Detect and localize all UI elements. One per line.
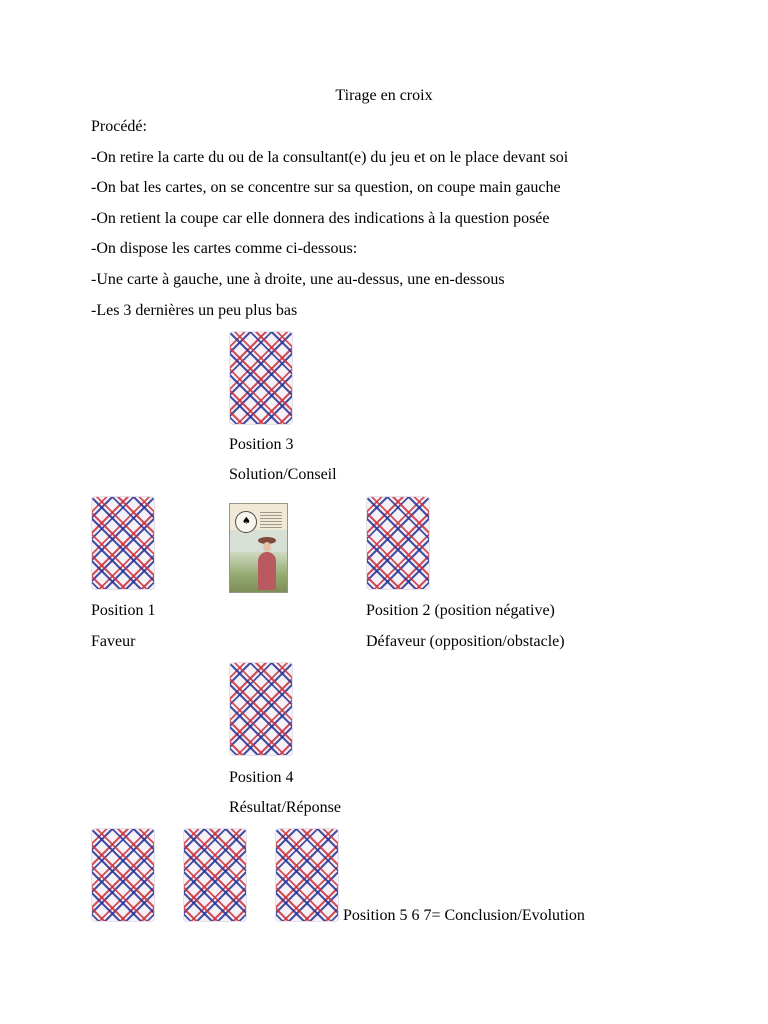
- card-caption: [260, 512, 282, 530]
- position-4-meaning: Résultat/Réponse: [229, 799, 341, 816]
- instruction-line: -On bat les cartes, on se concentre sur sa question, on coupe main gauche: [91, 179, 561, 196]
- instruction-line: -On retire la carte du ou de la consultant(e) du jeu et on le place devant soi: [91, 149, 569, 166]
- page-title: Tirage en croix: [335, 87, 433, 104]
- position-2-label: Position 2 (position négative): [366, 602, 555, 619]
- card-back-position-1: [91, 496, 155, 590]
- card-back-position-7: [275, 828, 339, 922]
- lady-figure: [258, 552, 276, 590]
- procedure-heading: Procédé:: [91, 118, 147, 135]
- card-back-position-4: [229, 662, 293, 756]
- instruction-line: -Les 3 dernières un peu plus bas: [91, 302, 298, 319]
- position-1-label: Position 1: [91, 602, 156, 619]
- card-back-position-5: [91, 828, 155, 922]
- lady-head: [263, 542, 271, 552]
- position-3-label: Position 3: [229, 436, 294, 453]
- card-back-position-6: [183, 828, 247, 922]
- card-back-position-2: [366, 496, 430, 590]
- card-back-position-3: [229, 331, 293, 425]
- spade-icon: ♠: [242, 516, 251, 527]
- instruction-line: -Une carte à gauche, une à droite, une au-dessus, une en-dessous: [91, 271, 505, 288]
- consultant-card: [229, 503, 288, 593]
- instruction-line: -On dispose les cartes comme ci-dessous:: [91, 240, 358, 257]
- position-3-meaning: Solution/Conseil: [229, 466, 337, 483]
- position-1-meaning: Faveur: [91, 633, 136, 650]
- position-4-label: Position 4: [229, 769, 294, 786]
- position-2-meaning: Défaveur (opposition/obstacle): [366, 633, 565, 650]
- instruction-line: -On retient la coupe car elle donnera des indications à la question posée: [91, 210, 550, 227]
- position-567-label: Position 5 6 7= Conclusion/Evolution: [343, 907, 585, 924]
